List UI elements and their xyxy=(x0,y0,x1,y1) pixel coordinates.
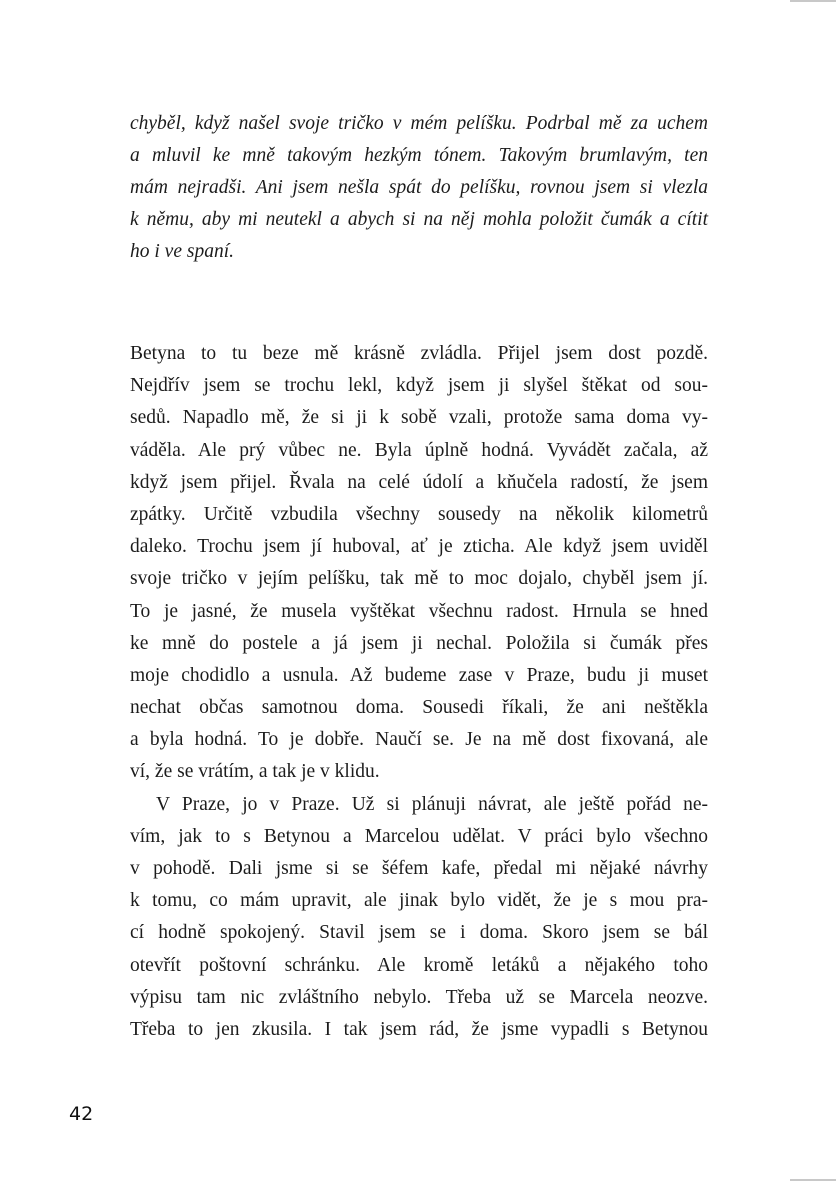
body-line: výpisu tam nic zvláštního nebylo. Třeba už se Marcela neozve. xyxy=(130,986,708,1008)
body-line: V Praze, jo v Praze. Už si plánuji návrat, ale ještě pořád ne- xyxy=(156,793,708,815)
italic-line: chyběl, když našel svoje tričko v mém pelíšku. Podrbal mě za uchem xyxy=(130,113,708,134)
italic-line: mám nejradši. Ani jsem nešla spát do pelíšku, rovnou jsem si vlezla xyxy=(130,177,708,198)
italic-line: k němu, aby mi neutekl a abych si na něj mohla položit čumák a cítit xyxy=(130,209,708,230)
page-number: 42 xyxy=(69,1103,94,1125)
body-line: otevřít poštovní schránku. Ale kromě letáků a nějakého toho xyxy=(130,954,708,976)
body-line: nechat občas samotnou doma. Sousedi říkali, že ani neštěkla xyxy=(130,697,708,719)
body-line: k tomu, co mám upravit, ale jinak bylo vidět, že je s mou pra- xyxy=(130,890,708,912)
body-line: když jsem přijel. Řvala na celé údolí a kňučela radostí, že jsem xyxy=(130,471,708,493)
crop-mark-top xyxy=(790,0,836,2)
italic-line: ho i ve spaní. xyxy=(130,241,234,262)
body-text xyxy=(130,338,708,1046)
body-line: sedů. Napadlo mě, že si ji k sobě vzali, protože sama doma vy- xyxy=(130,407,708,429)
body-line: moje chodidlo a usnula. Až budeme zase v Praze, budu ji muset xyxy=(130,664,708,686)
body-line: a byla hodná. To je dobře. Naučí se. Je na mě dost fixovaná, ale xyxy=(130,729,708,751)
body-line: vím, jak to s Betynou a Marcelou udělat. V práci bylo všechno xyxy=(130,825,708,847)
body-line: svoje tričko v jejím pelíšku, tak mě to moc dojalo, chyběl jsem jí. xyxy=(130,568,708,590)
italic-line: a mluvil ke mně takovým hezkým tónem. Takovým brumlavým, ten xyxy=(130,145,708,166)
body-line: váděla. Ale prý vůbec ne. Byla úplně hodná. Vyvádět začala, až xyxy=(130,439,708,461)
body-line: zpátky. Určitě vzbudila všechny sousedy na několik kilometrů xyxy=(130,503,708,525)
body-line: Betyna to tu beze mě krásně zvládla. Přijel jsem dost pozdě. xyxy=(130,343,708,364)
body-line: cí hodně spokojený. Stavil jsem se i doma. Skoro jsem se bál xyxy=(130,922,708,944)
body-line: ví, že se vrátím, a tak je v klidu. xyxy=(130,761,380,783)
body-line: v pohodě. Dali jsme si se šéfem kafe, předal mi nějaké návrhy xyxy=(130,858,708,879)
body-line: Třeba to jen zkusila. I tak jsem rád, že jsme vypadli s Betynou xyxy=(130,1018,708,1040)
body-line: To je jasné, že musela vyštěkat všechnu radost. Hrnula se hned xyxy=(130,600,708,622)
body-line: ke mně do postele a já jsem ji nechal. Položila si čumák přes xyxy=(130,632,708,654)
body-line: daleko. Trochu jsem jí huboval, ať je zticha. Ale když jsem uviděl xyxy=(130,536,708,558)
body-line: Nejdřív jsem se trochu lekl, když jsem ji slyšel štěkat od sou- xyxy=(130,375,708,397)
italic-passage xyxy=(130,108,708,268)
